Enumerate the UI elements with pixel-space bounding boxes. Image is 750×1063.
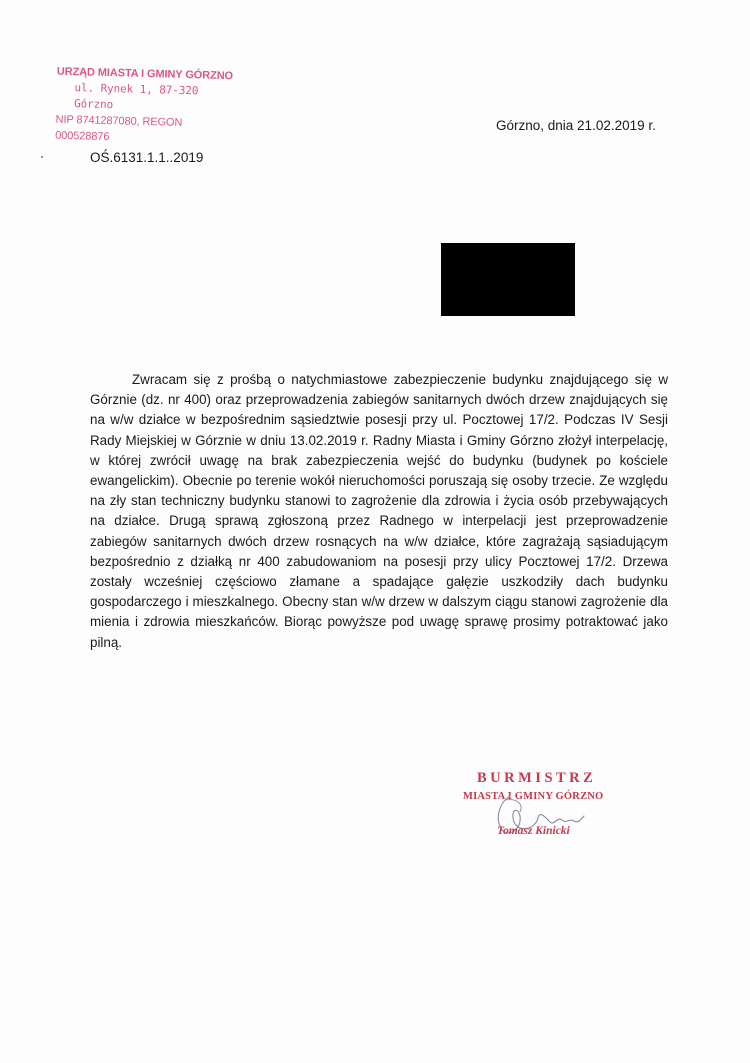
signature-stamp	[455, 770, 655, 850]
signature-title: BURMISTRZ	[477, 770, 597, 786]
scan-speck	[41, 156, 43, 158]
office-stamp	[55, 64, 237, 149]
office-stamp-address: ul. Rynek 1, 87-320 Górzno	[73, 81, 199, 112]
office-stamp-ids: NIP 8741287080, REGON 000528876	[55, 113, 183, 144]
signature-subtitle: MIASTA I GMINY GÓRZNO	[463, 791, 604, 802]
letter-body: Zwracam się z prośbą o natychmiastowe zabezpieczenie budynku znajdującego się w Górznie (dz. nr 400) oraz przeprowadzenia zabiegów sanitarnych dwóch drzew znajdujących się na w/w działce w bezpośrednim sąsiedztwie posesji przy ul. Pocztowej 17/2. Podczas IV Sesji Rady Miejskiej w Górznie w dniu 13.02.2019 r. Radny Miasta i Gminy Górzno złożył interpelację, w której zwrócił uwagę na brak zabezpieczenia wejść do budynku (budynek po kościele ewangelickim). Obecnie po terenie wokół nieruchomości poruszają się osoby trzecie. Ze względu na zły stan techniczny budynku stanowi to zagrożenie dla zdrowia i życia osób przebywających na działce. Drugą sprawą zgłoszoną przez Radnego w interpelacji jest przeprowadzenie zabiegów sanitarnych dwóch drzew rosnących na w/w działce, które zagrażają sąsiadującym bezpośrednio z działką nr 400 zabudowaniom na posesji przy ulicy Pocztowej 17/2. Drzewa zostały wcześniej częściowo złamane a spadające gałęzie uszkodziły dach budynku gospodarczego i mieszkalnego. Obecny stan w/w drzew w dalszym ciągu stanowi zagrożenie dla mienia i zdrowia mieszkańców. Biorąc powyższe pod uwagę sprawę prosimy potraktować jako pilną.	[90, 372, 668, 650]
signature-name: Tomasz Kinicki	[497, 825, 570, 837]
redacted-addressee-block	[441, 243, 575, 316]
case-reference: OŚ.6131.1.1..2019	[90, 150, 204, 165]
office-stamp-name: URZĄD MIASTA I GMINY GÓRZNO	[56, 65, 234, 83]
place-and-date: Górzno, dnia 21.02.2019 r.	[496, 118, 656, 133]
